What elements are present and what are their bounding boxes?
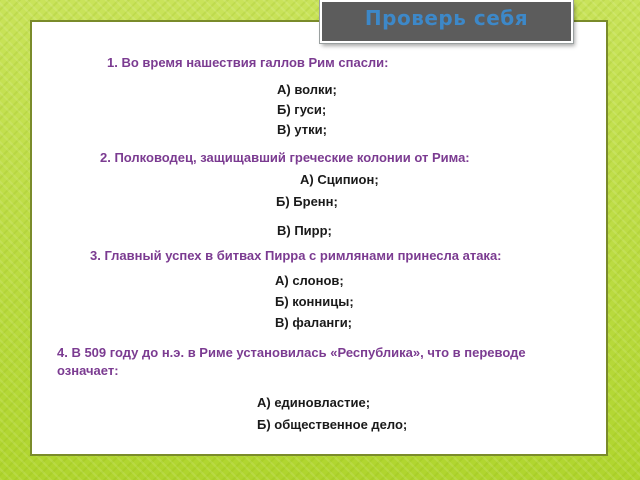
question-1: 1. Во время нашествия галлов Рим спасли: — [107, 55, 389, 70]
question-1-answer-b: Б) гуси; — [277, 102, 327, 117]
question-4: 4. В 509 году до н.э. в Риме установилась «Республика», что в переводе означает: — [57, 345, 526, 378]
question-3: 3. Главный успех в битвах Пирра с римлянами принесла атака: — [90, 248, 502, 263]
slide-title: Проверь себя — [364, 6, 529, 30]
question-3-answer-c: В) фаланги; — [275, 315, 353, 330]
question-3-answer-a: А) слонов; — [275, 273, 344, 288]
title-banner — [320, 0, 573, 43]
question-2-answer-c: В) Пирр; — [277, 223, 332, 238]
question-1-answer-a: А) волки; — [277, 82, 337, 97]
question-2: 2. Полководец, защищавший греческие колонии от Рима: — [100, 150, 470, 165]
question-2-answer-b: Б) Бренн; — [276, 194, 338, 209]
question-1-answer-c: В) утки; — [277, 122, 327, 137]
question-4-answer-b: Б) общественное дело; — [257, 417, 408, 432]
question-2-answer-a: А) Сципион; — [300, 172, 379, 187]
question-4-answer-a: А) единовластие; — [257, 395, 371, 410]
question-3-answer-b: Б) конницы; — [275, 294, 354, 309]
